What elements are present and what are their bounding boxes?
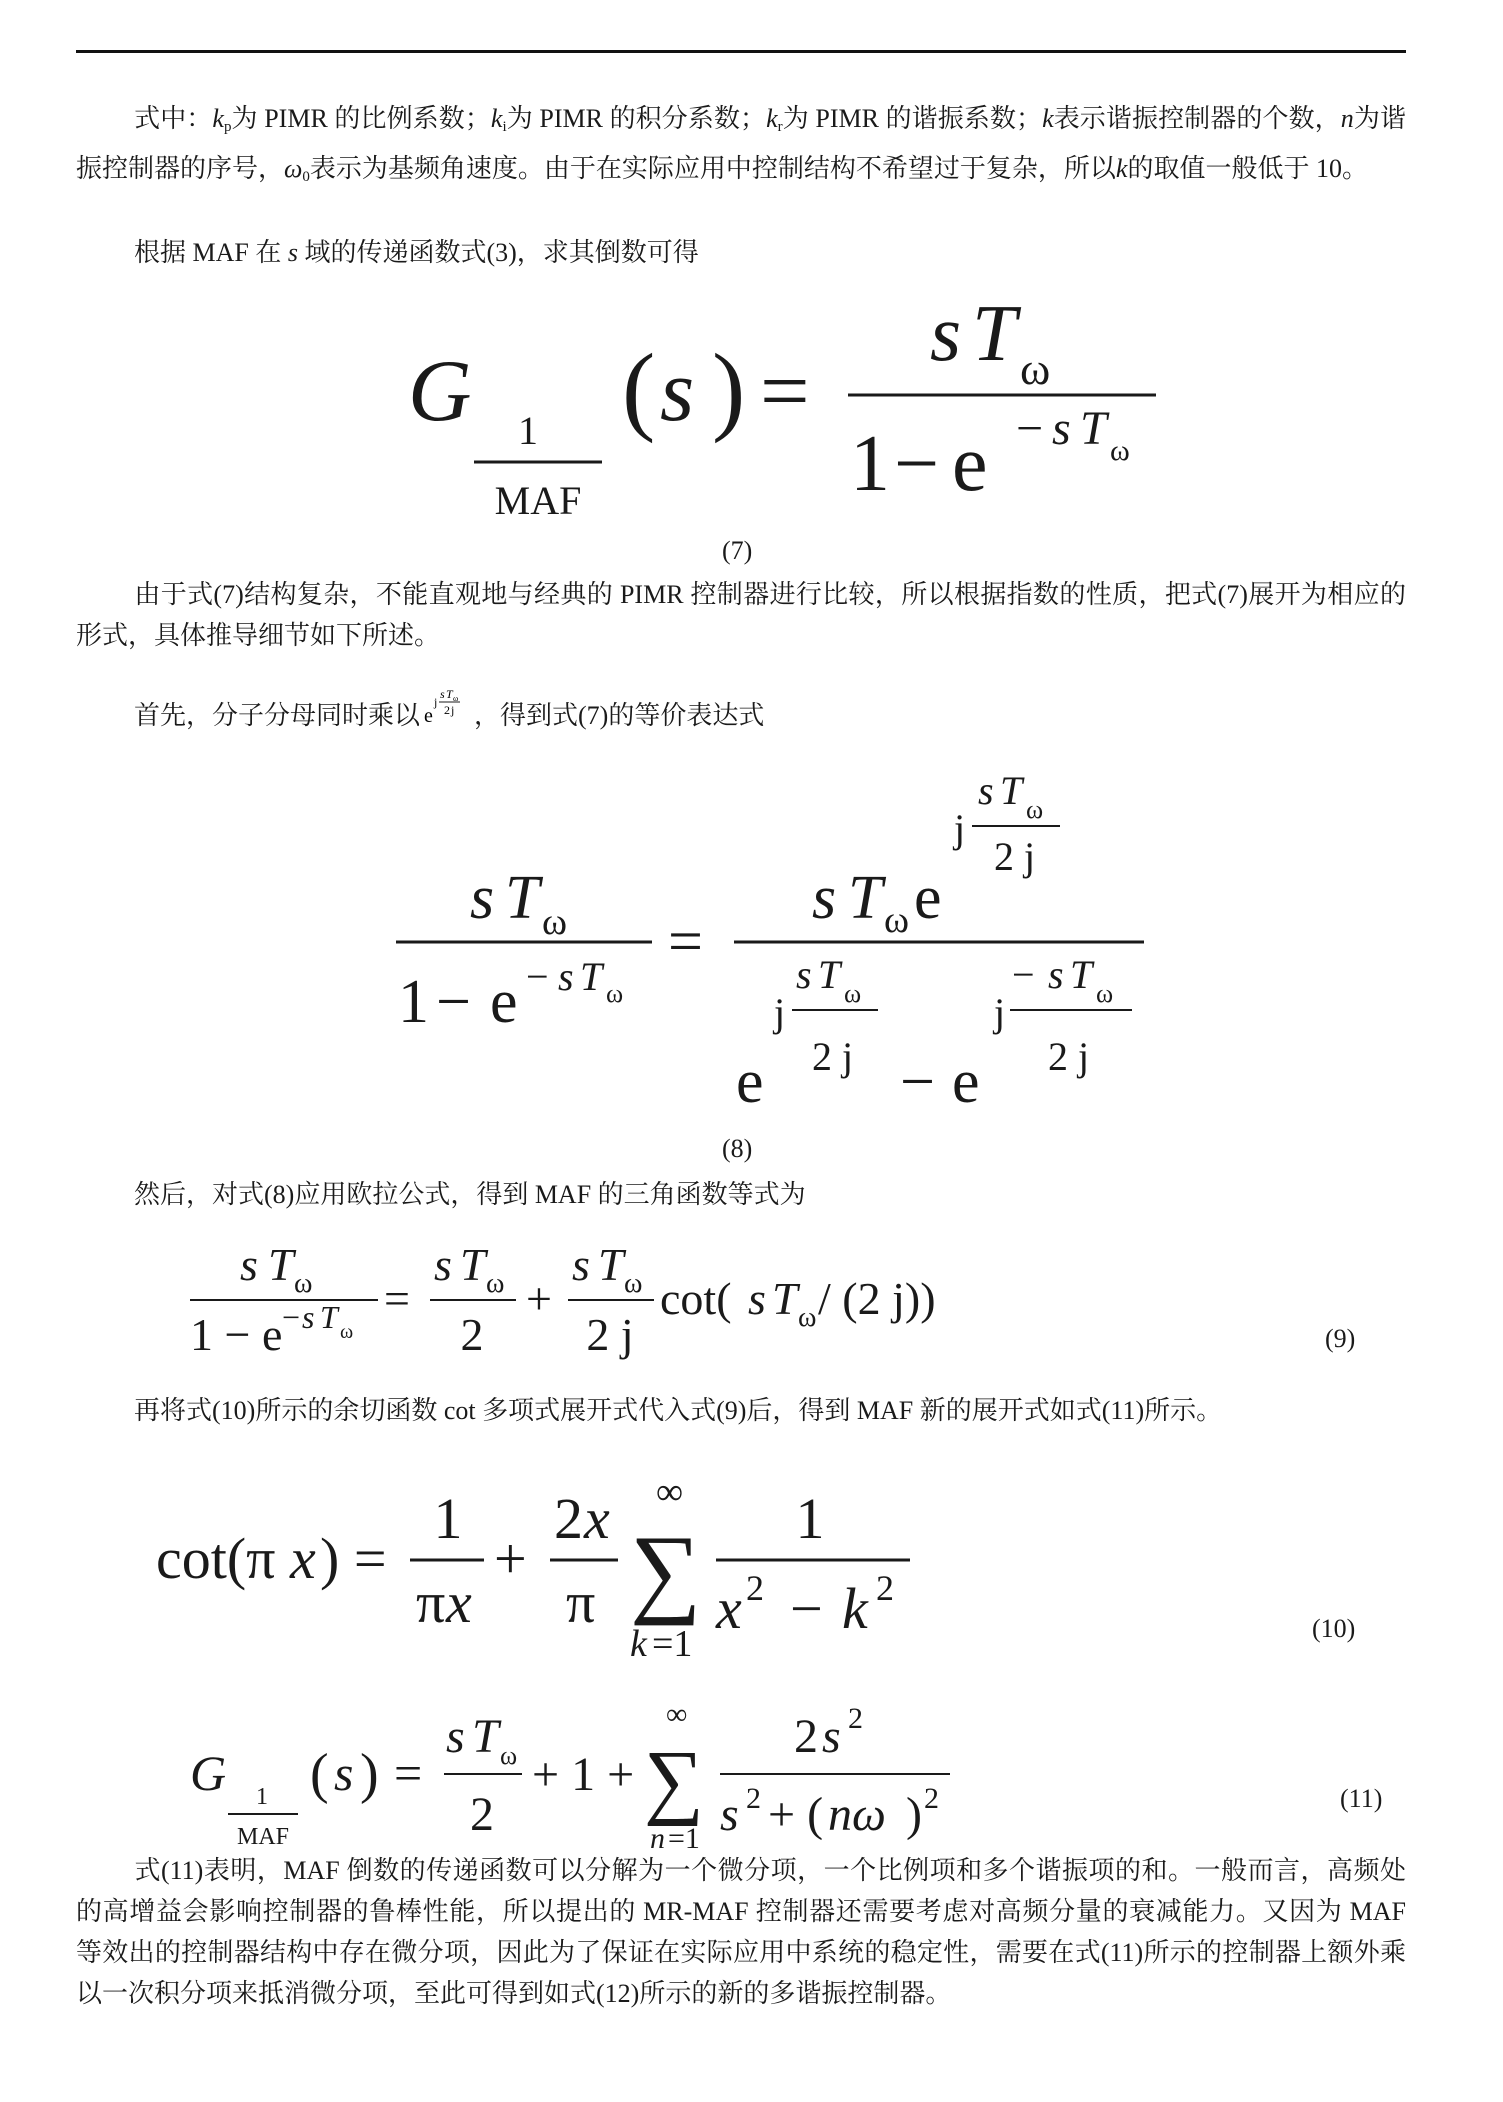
svg-text:=1: =1 — [652, 1623, 693, 1665]
svg-text:1: 1 — [795, 1486, 825, 1551]
svg-text:T: T — [972, 290, 1017, 378]
svg-text:∞: ∞ — [656, 1471, 684, 1513]
svg-text:−: − — [282, 1299, 301, 1335]
svg-text:s: s — [812, 864, 837, 932]
svg-text:x: x — [584, 1486, 610, 1551]
paragraph-multiply: 首先，分子分母同时乘以 e j s T ω 2 j ，得到式(7)的等价表达式 — [134, 687, 765, 730]
svg-text:ω: ω — [1026, 795, 1044, 824]
svg-text:ω: ω — [844, 979, 862, 1008]
svg-text:π: π — [416, 1570, 446, 1635]
svg-text:T: T — [460, 1239, 486, 1290]
svg-text:s: s — [572, 1239, 590, 1290]
equation-7-number: (7) — [722, 536, 753, 565]
svg-text:ω: ω — [798, 1302, 817, 1333]
svg-text:2 j: 2 j — [994, 834, 1036, 879]
svg-text:ω: ω — [486, 1268, 505, 1299]
svg-text:T: T — [472, 1710, 499, 1763]
svg-text:ω: ω — [453, 694, 459, 703]
svg-text:2: 2 — [794, 1710, 818, 1763]
svg-text:2: 2 — [876, 1568, 894, 1608]
svg-text:1: 1 — [433, 1486, 463, 1551]
svg-text:T: T — [580, 954, 603, 999]
svg-text:e: e — [952, 1048, 980, 1116]
svg-text:/ (2 j)): / (2 j)) — [818, 1273, 936, 1324]
svg-text:s: s — [334, 1745, 354, 1801]
svg-text:+: + — [494, 1526, 527, 1591]
svg-text:n: n — [650, 1822, 665, 1855]
svg-text:x: x — [716, 1576, 742, 1641]
svg-text:−: − — [1016, 402, 1044, 455]
svg-text:k: k — [630, 1623, 647, 1665]
svg-text:∞: ∞ — [666, 1698, 688, 1731]
paragraph-expand: 由于式(7)结构复杂，不能直观地与经典的 PIMR 控制器进行比较，所以根据指数的性质，把式(7)展开为相应的形式，具体推导细节如下所述。 — [76, 580, 1406, 650]
paragraph-euler: 然后，对式(8)应用欧拉公式，得到 MAF 的三角函数等式为 — [134, 1180, 806, 1209]
svg-text:1: 1 — [398, 968, 429, 1036]
svg-text:−: − — [526, 954, 549, 999]
equation-10-number: (10) — [1312, 1614, 1356, 1643]
svg-text:T: T — [268, 1239, 294, 1290]
svg-text:): ) — [906, 1788, 922, 1841]
svg-text:T: T — [1000, 768, 1023, 813]
svg-text:ω: ω — [884, 899, 910, 941]
svg-text:ω: ω — [294, 1268, 313, 1299]
svg-text:2 j: 2 j — [1048, 1034, 1090, 1079]
svg-text:s: s — [558, 954, 574, 999]
svg-text:T: T — [848, 864, 883, 932]
svg-text:j: j — [774, 990, 786, 1035]
svg-text:2: 2 — [444, 703, 451, 717]
svg-text:T: T — [1070, 952, 1093, 997]
svg-text:2: 2 — [746, 1568, 764, 1608]
paragraph-maf-intro: 根据 MAF 在 s 域的传递函数式(3)，求其倒数可得 — [134, 238, 699, 267]
svg-text:nω: nω — [828, 1788, 886, 1841]
svg-text:ω: ω — [1096, 979, 1114, 1008]
svg-text:cot(π: cot(π — [156, 1526, 276, 1591]
svg-text:s: s — [748, 1273, 766, 1324]
paragraph-variables: 式中：$k_p$为 PIMR 的比例系数；$k_i$为 PIMR 的积分系数；$k_r$为 PIMR 的谐振系数；k表示谐振控制器的个数，n为谐振控制器的序号，$\omega_0$表示为基频角速度。由于在实际应用中控制结构不希望过于复杂，所以k的取值一般低于 10。 — [76, 104, 1406, 185]
svg-text:T: T — [818, 952, 841, 997]
svg-text:ω: ω — [624, 1268, 643, 1299]
equation-9-number: (9) — [1325, 1324, 1356, 1353]
svg-text:): ) — [360, 1743, 379, 1805]
svg-text:): ) — [712, 333, 746, 444]
svg-text:ω: ω — [340, 1321, 354, 1343]
svg-text:e: e — [490, 968, 518, 1036]
svg-text:e: e — [952, 420, 988, 508]
svg-text:G: G — [190, 1745, 227, 1801]
svg-text:+ 1 +: + 1 + — [532, 1748, 635, 1801]
svg-text:s: s — [930, 290, 962, 378]
svg-text:e: e — [736, 1048, 764, 1116]
svg-text:1 − e: 1 − e — [190, 1309, 283, 1360]
svg-text:G: G — [408, 343, 472, 440]
svg-text:e: e — [914, 864, 942, 932]
svg-text:k: k — [842, 1576, 868, 1641]
equation-8-number: (8) — [722, 1134, 753, 1163]
svg-text:MAF: MAF — [236, 1824, 290, 1850]
svg-text:s: s — [440, 687, 445, 701]
svg-text:2: 2 — [848, 1702, 863, 1735]
svg-text:(: ( — [310, 1743, 329, 1805]
svg-text:2: 2 — [460, 1309, 484, 1360]
svg-text:−: − — [436, 968, 471, 1036]
svg-text:=: = — [668, 908, 703, 976]
svg-text:j: j — [994, 990, 1006, 1035]
svg-text:2: 2 — [470, 1788, 494, 1841]
svg-text:ω: ω — [1020, 343, 1051, 394]
svg-text:ω: ω — [606, 979, 624, 1008]
svg-text:T: T — [772, 1273, 798, 1324]
svg-text:∑: ∑ — [644, 1734, 704, 1827]
svg-text:1: 1 — [850, 420, 890, 508]
svg-text:j: j — [434, 695, 438, 709]
svg-text:=: = — [384, 1273, 410, 1324]
svg-text:2: 2 — [924, 1782, 939, 1815]
svg-text:x: x — [446, 1570, 472, 1635]
svg-text:(: ( — [622, 333, 656, 444]
svg-text:s: s — [1052, 402, 1071, 455]
svg-text:ω: ω — [542, 901, 568, 943]
equation-11-number: (11) — [1340, 1784, 1383, 1813]
svg-text:1: 1 — [518, 408, 538, 453]
svg-text:ω: ω — [1110, 434, 1130, 467]
svg-text:2 j: 2 j — [586, 1309, 634, 1360]
svg-text:e: e — [424, 705, 433, 727]
svg-text:+ (: + ( — [768, 1788, 824, 1841]
svg-text:MAF: MAF — [494, 478, 582, 523]
svg-text:T: T — [598, 1239, 624, 1290]
svg-text:ω: ω — [500, 1741, 518, 1770]
svg-text:=: = — [760, 343, 810, 440]
svg-text:s: s — [720, 1788, 739, 1841]
svg-text:1: 1 — [256, 1784, 268, 1810]
svg-text:T: T — [446, 687, 453, 701]
svg-text:−: − — [790, 1576, 823, 1641]
svg-text:s: s — [434, 1239, 452, 1290]
svg-text:T: T — [1080, 402, 1107, 455]
svg-text:=: = — [394, 1745, 423, 1801]
svg-text:cot(: cot( — [660, 1273, 732, 1324]
svg-text:2: 2 — [554, 1486, 583, 1551]
svg-text:T: T — [320, 1299, 338, 1335]
svg-text:s: s — [446, 1710, 465, 1763]
svg-text:s: s — [978, 768, 994, 813]
svg-text:=1: =1 — [668, 1822, 700, 1855]
svg-text:s: s — [796, 952, 812, 997]
svg-text:2: 2 — [746, 1782, 761, 1815]
svg-text:∑: ∑ — [630, 1515, 702, 1626]
svg-text:j: j — [451, 703, 455, 717]
svg-text:−: − — [1012, 952, 1035, 997]
svg-text:−: − — [894, 420, 940, 508]
svg-text:π: π — [566, 1570, 596, 1635]
svg-text:) =: ) = — [320, 1526, 387, 1591]
svg-text:+: + — [526, 1273, 552, 1324]
svg-text:s: s — [302, 1299, 315, 1335]
svg-text:x: x — [290, 1526, 316, 1591]
svg-text:s: s — [822, 1710, 841, 1763]
svg-text:s: s — [1048, 952, 1064, 997]
svg-text:2 j: 2 j — [812, 1034, 854, 1079]
svg-text:s: s — [660, 343, 695, 440]
paragraph-conclusion: 式(11)表明，MAF 倒数的传递函数可以分解为一个微分项，一个比例项和多个谐振项的和。一般而言，高频处的高增益会影响控制器的鲁棒性能，所以提出的 MR-MAF 控制器还需要考虑对高频分量的衰减能力。又因为 MAF 等效出的控制器结构中存在微分项，因此为了保证在实际应用中系统的稳定性，需要在式(11)所示的控制器上额外乘以一次积分项来抵消微分项，至此可得到如式(12)所示的新的多谐振控制器。 — [76, 1856, 1406, 2008]
svg-text:s: s — [240, 1239, 258, 1290]
svg-text:T: T — [505, 864, 540, 932]
svg-text:−: − — [900, 1048, 935, 1116]
paragraph-cot-substitute: 再将式(10)所示的余切函数 cot 多项式展开式代入式(9)后，得到 MAF 新的展开式如式(11)所示。 — [134, 1396, 1223, 1425]
svg-text:j: j — [954, 806, 966, 851]
svg-text:s: s — [470, 864, 495, 932]
